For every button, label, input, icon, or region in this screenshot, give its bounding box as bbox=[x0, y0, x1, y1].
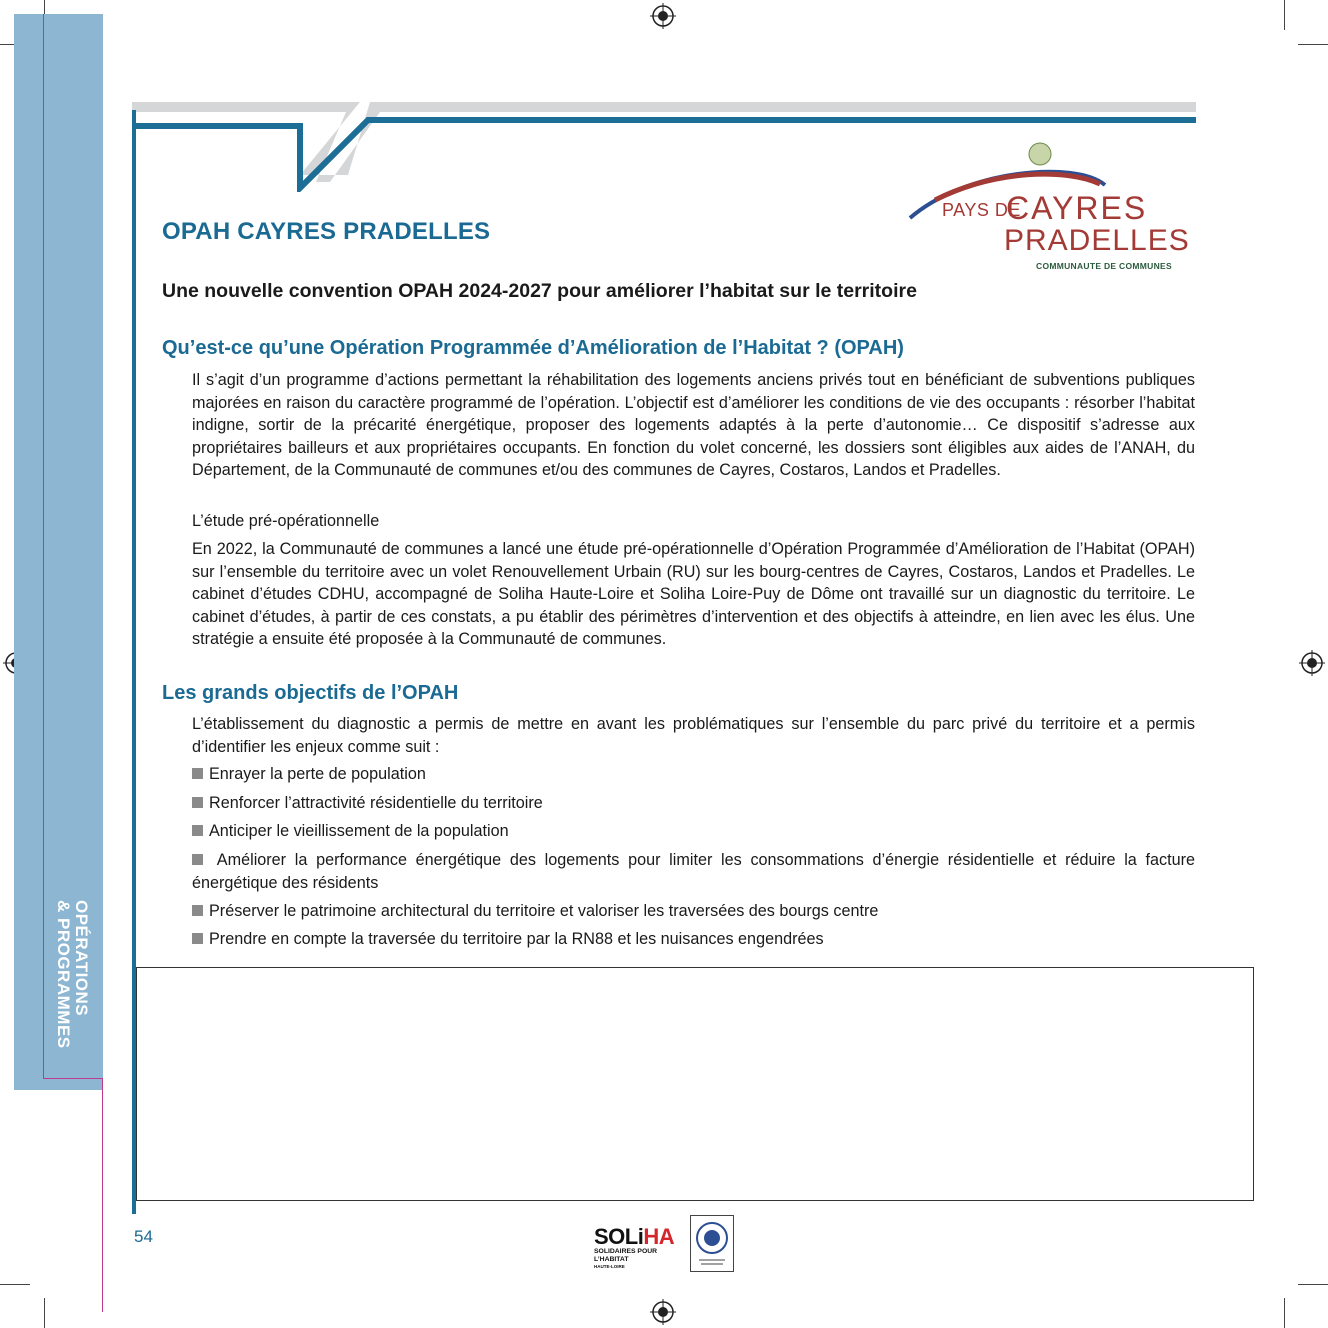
logo-communaute: COMMUNAUTE DE COMMUNES bbox=[1036, 261, 1172, 271]
logo-pays-de: PAYS DE bbox=[942, 200, 1021, 220]
list-item bbox=[192, 849, 1195, 894]
tab-guide-line bbox=[102, 1078, 103, 1312]
soliha-logo bbox=[594, 1226, 680, 1270]
tab-guide-line bbox=[43, 1078, 103, 1079]
paragraph: L’établissement du diagnostic a permis de mettre en avant les problématiques sur l’ensemble du parc privé du territoire et a permis d’identifier les enjeux comme suit : bbox=[192, 715, 1195, 756]
crop-mark bbox=[1284, 1298, 1285, 1328]
list-item bbox=[192, 900, 1195, 923]
list-item-text: Anticiper le vieillissement de la population bbox=[209, 822, 509, 840]
crop-mark bbox=[1298, 1284, 1328, 1285]
soliha-wordmark: SOLiHA bbox=[594, 1224, 675, 1249]
seal-icon bbox=[691, 1216, 733, 1271]
registration-mark-icon bbox=[650, 3, 676, 29]
bullet-square-icon bbox=[192, 768, 203, 779]
soliha-region: HAUTE-LOIRE bbox=[594, 1264, 625, 1269]
paragraph: En 2022, la Communauté de communes a lancé une étude pré-opérationnelle d’Opération Programmée d’Amélioration de l’Habitat (OPAH) sur l’ensemble du territoire avec un volet Renouvellement Urbain (RU) sur les bourg-centres de Cayres, Costaros, Landos et Pradelles. Le cabinet d’études CDHU, accompagné de Soliha Haute-Loire et Soliha Loire-Puy de Dôme ont travaillé sur un diagnostic du territoire. Le cabinet d’études, à partir de ces constats, a pu établir des périmètres d’intervention et des objectifs à atteindre, en lien avec les élus. Une stratégie a ensuite été proposée à la Communauté de communes. bbox=[192, 540, 1195, 648]
logo-cayres: CAYRES bbox=[1006, 190, 1148, 226]
side-tab-line2: & PROGRAMMES bbox=[54, 900, 73, 1049]
crop-mark bbox=[0, 1284, 30, 1285]
bullet-square-icon bbox=[192, 905, 203, 916]
list-item bbox=[192, 763, 1195, 786]
page-subtitle: Une nouvelle convention OPAH 2024-2027 pour améliorer l’habitat sur le territoire bbox=[162, 280, 917, 302]
list-item bbox=[192, 928, 1195, 951]
list-item-text: Enrayer la perte de population bbox=[209, 765, 426, 783]
soliha-tagline: SOLIDAIRES POUR L’HABITAT bbox=[594, 1248, 658, 1263]
list-item bbox=[192, 792, 1195, 815]
list-item-text: Renforcer l’attractivité résidentielle du territoire bbox=[209, 794, 543, 812]
crop-mark bbox=[44, 1298, 45, 1328]
bullet-square-icon bbox=[192, 854, 203, 865]
section-heading: Qu’est-ce qu’une Opération Programmée d’Amélioration de l’Habitat ? (OPAH) bbox=[162, 337, 904, 359]
list-item-text: Prendre en compte la traversée du territoire par la RN88 et les nuisances engendrées bbox=[209, 930, 824, 948]
crop-mark bbox=[1284, 0, 1285, 30]
bullet-square-icon bbox=[192, 797, 203, 808]
page-title: OPAH CAYRES PRADELLES bbox=[162, 218, 491, 245]
side-tab-line1: OPÉRATIONS bbox=[72, 900, 91, 1017]
list-item-text: Améliorer la performance énergétique des logements pour limiter les consommations d’énergie résidentielle et réduire la facture énergétique des résidents bbox=[192, 851, 1195, 892]
list-item-text: Préserver le patrimoine architectural du territoire et valoriser les traversées des bourgs centre bbox=[209, 902, 879, 920]
section-heading: Les grands objectifs de l’OPAH bbox=[162, 682, 459, 704]
bullet-square-icon bbox=[192, 933, 203, 944]
certification-seal bbox=[690, 1215, 734, 1272]
page-number: 54 bbox=[134, 1227, 153, 1246]
side-tab-label bbox=[52, 900, 92, 1060]
registration-mark-icon bbox=[1299, 650, 1325, 676]
empty-content-box bbox=[136, 967, 1254, 1201]
crop-mark bbox=[1298, 44, 1328, 45]
paragraph: L’étude pré-opérationnelle bbox=[192, 512, 380, 530]
paragraph: Il s’agit d’un programme d’actions permettant la réhabilitation des logements anciens privés tout en bénéficiant de subventions publiques majorées en raison du caractère programmé de l’opération. L’objectif est d’améliorer les conditions de vie des occupants : résorber l’habitat indigne, sortir de la précarité énergétique, proposer des logements adaptés à la perte d’autonomie… Ce dispositif s’adresse aux propriétaires bailleurs et aux propriétaires occupants. En fonction du volet concerné, les dossiers sont éligibles aux aides de l’ANAH, du Département, de la Communauté de communes et/ou des communes de Cayres, Costaros, Landos et Pradelles. bbox=[192, 371, 1195, 479]
list-item bbox=[192, 820, 1195, 843]
registration-mark-icon bbox=[650, 1299, 676, 1325]
tab-guide-line bbox=[43, 14, 44, 1078]
bullet-square-icon bbox=[192, 825, 203, 836]
logo-pradelles: PRADELLES bbox=[1004, 224, 1190, 257]
